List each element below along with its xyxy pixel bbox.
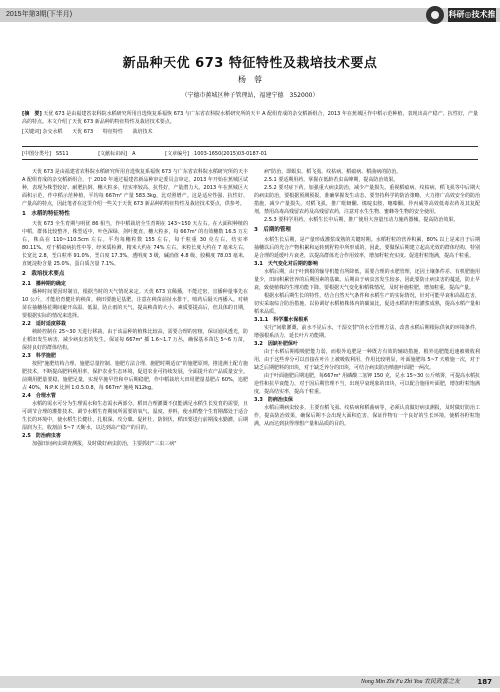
abstract-label: [摘 要]: [22, 111, 42, 117]
section-heading: 3.1.1 科学灌水保根系: [254, 317, 309, 323]
section-heading: 1 水稻的特征特性: [22, 211, 70, 217]
keywords: [22, 128, 478, 136]
article-number: [文章编号] 1003-1650(2015)03-0187-01: [165, 151, 267, 157]
header-band: [0, 8, 500, 33]
section-heading: 2.2 适时适度移栽: [22, 321, 66, 327]
journal-name: Nong Min Zhi Fu Zhi You 农民致富之友: [360, 679, 460, 685]
journal-logo-icon: [426, 6, 444, 24]
section-heading: 3.1 天气变化对后期的影响: [254, 261, 318, 267]
keywords-label: [关键词]: [22, 129, 41, 135]
article-affiliation: （宁德市蕉城区种子管理站，福建宁德 352000）: [181, 92, 319, 99]
keyword: 天优 673: [72, 129, 94, 135]
body-paragraph: 2.5.3 要科学用药，水稻生长中后期，推广使用大容量压动力施药器械，提高防治效果。: [264, 217, 459, 223]
body-paragraph: 水稻后期，由于叶到根的输导机能有所降低，需要合理的水肥管理，还因土壤条件差、有机肥施用量少，田间积累营养的后期因素的基础。后期由于病虫害发生较多，因此要防止病虫害的蔓延，防止早衰，致使植株的生理功能下降。要根据天气变化和稻株情况，及时补施粒肥，增加粒重，提高产量。: [254, 269, 480, 291]
body-paragraph: 病"防治，即螟虫、稻飞虱、纹枯病、稻瘟病、稻曲病的防治。: [264, 169, 402, 175]
issue-label: 2015年第3期(下半月): [6, 11, 73, 18]
abstract: [22, 110, 478, 126]
keyword: 特征特性: [102, 129, 123, 135]
body-paragraph: 天优 673 是由福建省农科院水稻研究所用自选恢复系福恢 673 与广东省农科院水稻研究所的天丰 A 配组育成的杂交稻新组合，于 2010 年通过福建省新品种审定委员会审定。2013 年开始在蕉城区试种，表现为株型较好、耐肥抗倒、穗大粒多、结实率较高、抗性好，产量潜力大。2013 年在蕉城区大面积示范，作中稻示范种植，平均每 667m² 产量 583.3kg，比对照增产。这是适应性强、抗性好、产量高的特点，因此笔者在这里介绍一些关于天优 673 新品种的特征特性及栽培技术要点，供参考。: [22, 169, 248, 207]
section-heading: 3.2 因缺补肥保叶: [254, 341, 298, 347]
section-heading: 2.5 防治病虫害: [22, 433, 61, 439]
body-paragraph: 根据水稻后期生长的特性，结合自然天气条件和水稻生产的实际情况，针对可能早衰和高温危害，切实采取综合防治措施，以协调好水稻植株体内的碳氮比，促进水稻的籽粒灌浆成熟，提高水稻产量和稻米品质。: [254, 293, 480, 315]
section-heading: 2.4 合理水管: [22, 393, 56, 399]
body-paragraph: 加强田间病虫调查测报，及时做好病虫防治，主要抓好"三虫三病": [32, 441, 177, 447]
clc-number: [中图分类号] S511: [22, 151, 69, 157]
body-paragraph: 由于水稻后期根吸肥能力弱，而根外追肥是一种既方有效的辅助措施，根外追肥能迅速被吸收利用，由于这些养分可以直接在叶片上被吸收利用，作用比较明显，叶面施肥每 5~7 天喷施一次，对于缺乏后期肥料的田块，对于缺乏养分的田块，可结合病虫防治喷施叶面肥一两次。: [254, 349, 480, 371]
section-heading: 2.3 科学施肥: [22, 353, 56, 359]
body-paragraph: 实行"间歇灌溉，前水不见后水，干湿交替"的水分管理方法，改善水稻后期根际供氧的环境条件，增强根系活力，延长叶片功能期。: [254, 325, 480, 339]
section-heading: 2.1 播种期的确定: [22, 281, 66, 287]
document-code: [文献标识码] A: [98, 151, 136, 157]
body-paragraph: 天优 673 全生育期与明优 86 相当，作中稻栽培全生育期在 143~150 天左右。在大面积种植的中稻，群体比较整齐，株型适中，叶色深绿，剑叶挺直，穗大粒多，每 667m² 的有效穗数 16.5 万左右，株高在 110~110.5cm 左右。平均每穗粒数 155 左右，每千粒重 30 克左右，结实率 80.11%。对于稻瘟病抗性中等，经米质检测，精米大约在 74% 左右，米粒长度大约在 7 毫米左右，长宽比 2.8，垩白粒率 91.0%，垩白度 17.3%，透明度 3 级，碱消值 4.8 级，胶稠度 78.03 毫米，直链淀粉含量 25.0%，蛋白质含量 7.1%。: [22, 221, 248, 267]
section-heading: 3 后期的管理: [254, 227, 291, 233]
body-paragraph: 播种时间要因时制宜，根据当时的天气情况来定。天优 673 宜稀播，不能过密，宜播种量事先在 10 公斤，才能培育健壮的秧苗。秧田要施足基肥，注意在秧苗前扯水排干，喷药后隔天再播入。对秧苗在抽穗扬花期间避开高温、低温，防止雨的天气，提高秧苗的大小、素质要提高后，但具体的日期，要根据实际的情况来选择。: [22, 289, 248, 319]
body-paragraph: 按照"施肥结构合理、施肥总量控制、施肥方法合理、施肥时期适宜"的施肥原则，推进测土配方施肥技术，不断提高肥料利用率，保护农业生态环境，促进农业可持续发展，全面提升农产品质量安全。前期用肥量要稳，施肥足量，实现早施早管和中后期稳肥，作中稻栽培大田用肥量基肥占 60%，追肥占 40%，N:P:K 比例 1:0.5:0.8，每 667m² 施纯 N12kg。: [22, 361, 248, 391]
keyword: 杂交水稻: [42, 129, 63, 135]
body-paragraph: 水稻生长后期，是产量形成灌浆成熟的关键时期。水稻籽粒的营养积累，80% 以上是来自于后期抽穗以后的光合产物积累和运转到籽粒中所形成的。因此，要做保后期建立起高光效的群体结构，特别是合理的延缓叶片衰老，以提高群体光合作用效率，增加籽粒充实度。促进籽粒饱满，提高千粒重。: [254, 237, 480, 259]
body-paragraph: 秧龄控制在 25~30 天进行移栽，由于该品种的植株比较高，需要合理的密植，保证通风透光，防止稻田发生病害，减少病虫害的发生。保证每 667m² 插 1.6~1.7 万丛，确保基本苗达 5~6 万苗，保持良好的群体结构。: [22, 329, 248, 351]
article-title: 新品种天优 673 特征特性及栽培技术要点: [122, 56, 378, 71]
section-heading: 2 栽培技术要点: [22, 271, 65, 277]
body-paragraph: 水稻的需水可分为生理需水和生态需水两部分。稻田合理灌溉不仅能满足水稻生长发育的需要，且可调节合理的灌排技术，调节水稻生育期间所需要的氧气、温度、养料，使水稻整个生育期都处于适合生长的环境中，使水稻生长健壮、扎根深、攻分蘖、促秆壮、防倒伏，稻田要进行前期浅水勤灌，后期湿润为主，收割前 5~7 天断水，以达到高产稳产的目的。: [22, 401, 248, 431]
section-heading: 3.3 防病治虫保: [254, 397, 293, 403]
article-meta: [22, 146, 478, 160]
page-footer: [0, 670, 500, 692]
article-author: 杨 蓉: [238, 75, 262, 84]
abstract-text: 天优 673 是由福建省农科院水稻研究所用自选恢复系福恢 673 与广东省农科院水稻研究所的天丰 A 配组育成的杂交稻新组合，2013 年在蕉城区作中稻示范种植，表现出高产稳产、抗性好，产量高的特点。本文介绍了天优 673 新品种的特征特性及栽培技术要点。: [22, 111, 478, 125]
body-column-right: [254, 168, 480, 428]
page-header: [0, 0, 500, 32]
page-number: 187: [477, 678, 492, 686]
keyword: 栽培技术: [132, 129, 153, 135]
body-column-left: [22, 168, 248, 448]
body-paragraph: 2.5.1 要适期用药，掌握在低龄若虫高峰期，提高防治效果。: [264, 177, 399, 183]
body-paragraph: 由于叶面施肥后期追肥，每667m² 用磷酸二氢钾 150 克，兑水 15~30 公斤喷雾，可提高水稻抗逆性和抗早衰能力，对于因后期管理不当，出现早衰现象的田块，可以配合施用叶面肥，增加籽粒饱满度，提高结实率，提高千粒重。: [254, 373, 480, 395]
section-badge: 科研◎技术推广: [448, 10, 496, 33]
body-paragraph: 水稻后期病虫较多，主要有稻飞虱、纹枯病和稻曲病等，必须认真做好病虫测报，及时做好防治工作，提高防治效果，确保后期不会出现大面积危害，保证作物有一个良好的生长环境，使稻谷籽粒饱满，从而达到获得理想产量和品质的目的。: [254, 405, 480, 427]
body-paragraph: 2.5.2 要对症下药。加强重大病虫防治，减少产量损失。重视稻瘟病、纹枯病、稻飞虱等中后期大的病虫防治，要根据预测预报，准确掌握发生动态，要坚持科学的防治策略，大力推广高效安全的防治措施，减少产量损失。对稻飞虱，推广吡蚜酮、烯啶虫胺、噻嗪酮、异丙威等高效低毒农药及其复配剂，禁用高毒高残留农药及高残留农药，注意对水生生物、蜜蜂等生物的安全使用。: [254, 185, 480, 215]
